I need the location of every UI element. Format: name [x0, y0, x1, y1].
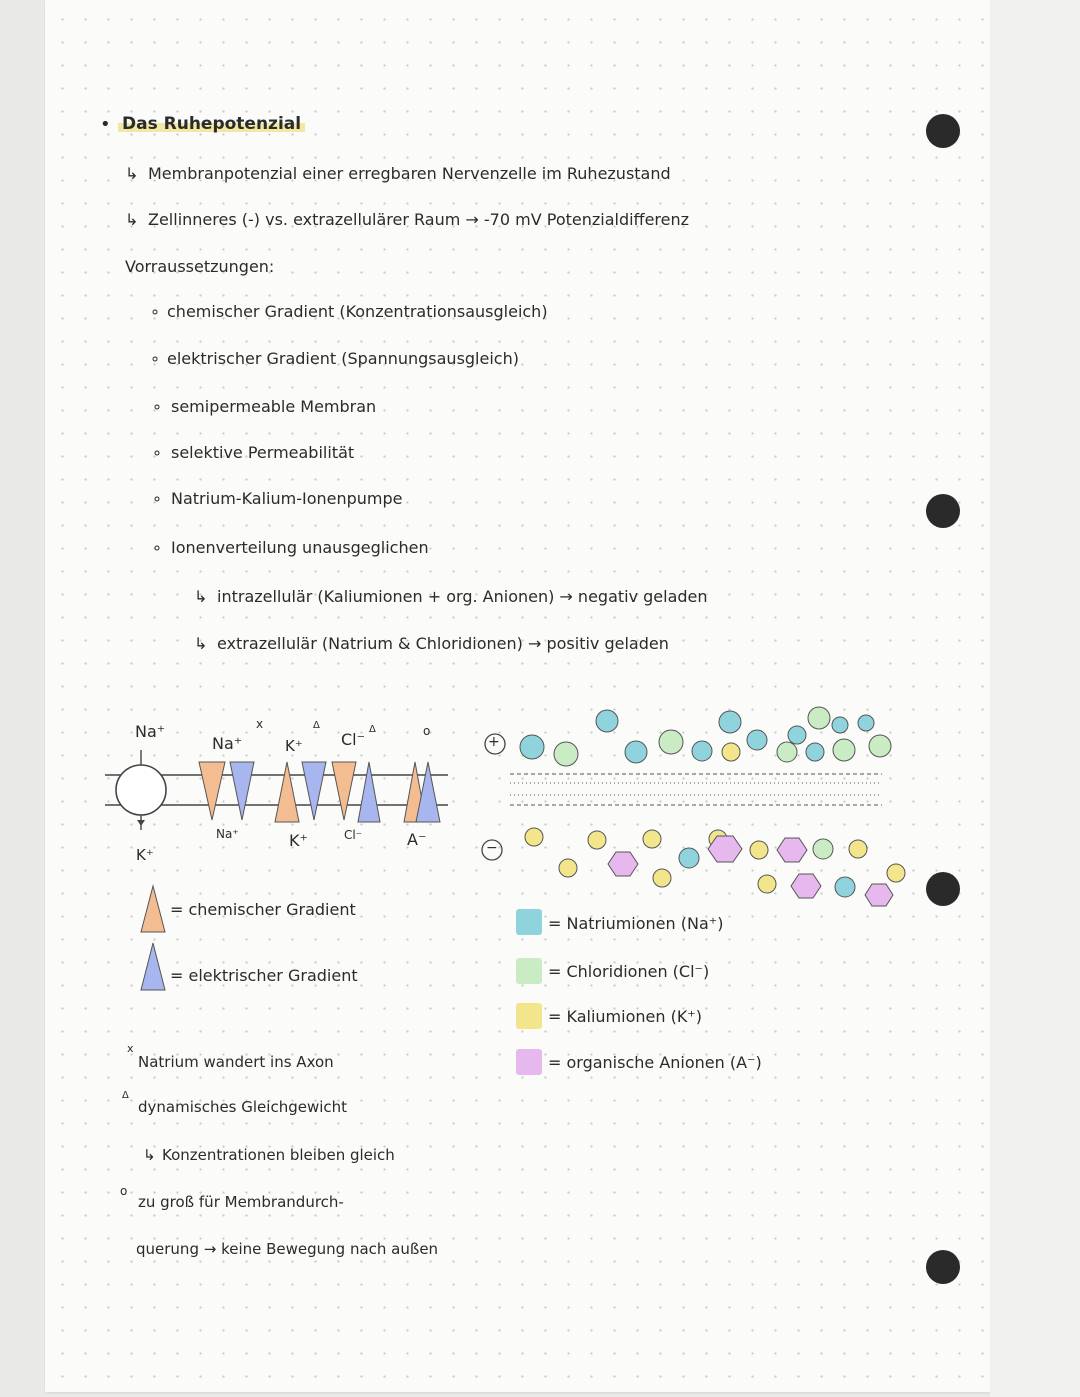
chloride-ion	[808, 707, 830, 729]
bullet-icon: ∘	[152, 397, 163, 416]
ion-label: K⁺	[285, 737, 303, 755]
sodium-ion	[835, 877, 855, 897]
circle-footnote-line1: zu groß für Membrandurch-	[138, 1193, 344, 1211]
sodium-ion	[747, 730, 767, 750]
sodium-ion	[596, 710, 618, 732]
electrical-legend-text: = elektrischer Gradient	[170, 966, 358, 985]
potassium-ion	[887, 864, 905, 882]
ion-label: Cl⁻	[344, 828, 363, 842]
star-footnote: Natrium wandert ins Axon	[138, 1053, 334, 1071]
chloride-legend-swatch	[516, 958, 542, 984]
extra-text: extrazellulär (Natrium & Chloridionen) → positiv geladen	[217, 634, 669, 653]
organic-anion	[777, 838, 807, 862]
arrow-icon: ↳	[143, 1146, 156, 1164]
potassium-ion	[722, 743, 740, 761]
chloride-ion	[777, 742, 797, 762]
bullet-icon: ∘	[152, 443, 163, 462]
prereq-item: Natrium-Kalium-Ionenpumpe	[171, 489, 403, 508]
ion-label: Cl⁻	[341, 730, 366, 749]
potassium-ion	[653, 869, 671, 887]
delta-footnote: dynamisches Gleichgewicht	[138, 1098, 348, 1116]
ion-label: A⁻	[407, 830, 427, 849]
potassium-ion	[559, 859, 577, 877]
prereq-item: semipermeable Membran	[171, 397, 377, 416]
circle-footnote-mark: o	[120, 1184, 128, 1198]
potassium-ion	[525, 828, 543, 846]
ion-label: K⁺	[289, 831, 308, 850]
prereq-item: elektrischer Gradient (Spannungsausgleich)	[167, 349, 519, 368]
sodium-ion	[788, 726, 806, 744]
potassium-legend-swatch	[516, 1003, 542, 1029]
sodium-ion	[858, 715, 874, 731]
mark-label: Δ	[369, 724, 376, 735]
delta-footnote-mark: Δ	[122, 1090, 129, 1101]
potassium-ion	[849, 840, 867, 858]
chloride-legend-text: = Chloridionen (Cl⁻)	[548, 962, 710, 981]
arrow-icon: ↳	[125, 164, 139, 183]
page-title: Das Ruhepotenzial	[118, 114, 305, 134]
chloride-ion	[869, 735, 891, 757]
bullet-icon: ∘	[150, 349, 161, 368]
mark-label: x	[256, 717, 264, 731]
mark-label: Δ	[313, 720, 320, 731]
ion-label: Na⁺	[216, 827, 239, 841]
sodium-ion	[520, 735, 544, 759]
minus-sign: −	[486, 840, 498, 856]
arrow-icon: ↳	[194, 587, 208, 606]
anion-legend-swatch	[516, 1049, 542, 1075]
circle-footnote-line2: querung → keine Bewegung nach außen	[136, 1240, 439, 1258]
star-footnote-mark: x	[127, 1042, 134, 1055]
intra-text: intrazellulär (Kaliumionen + org. Anionen) → negativ geladen	[217, 587, 708, 606]
potassium-legend-text: = Kaliumionen (K⁺)	[548, 1007, 702, 1026]
bullet-icon: ∘	[152, 538, 163, 557]
pump-label-bottom: K⁺	[136, 846, 154, 864]
ion-label: Na⁺	[212, 734, 243, 753]
organic-anion	[608, 852, 638, 876]
plus-sign: +	[488, 734, 500, 750]
potassium-ion	[643, 830, 661, 848]
chloride-ion	[833, 739, 855, 761]
organic-anion	[791, 874, 821, 898]
sodium-legend-text: = Natriumionen (Na⁺)	[548, 914, 724, 933]
chloride-ion	[554, 742, 578, 766]
potassium-ion	[588, 831, 606, 849]
comparison-text: Zellinneres (-) vs. extrazellulärer Raum → -70 mV Potenzialdifferenz	[148, 210, 690, 229]
bullet-icon: ∘	[152, 489, 163, 508]
organic-anion	[865, 884, 893, 906]
sodium-ion	[719, 711, 741, 733]
prereq-item: Ionenverteilung unausgeglichen	[171, 538, 429, 557]
potassium-ion	[758, 875, 776, 893]
chemical-legend-text: = chemischer Gradient	[170, 900, 356, 919]
prereq-item: selektive Permeabilität	[171, 443, 355, 462]
chloride-ion	[813, 839, 833, 859]
sodium-ion	[625, 741, 647, 763]
chloride-ion	[659, 730, 683, 754]
phospholipid-bilayer	[510, 774, 882, 805]
sodium-legend-swatch	[516, 909, 542, 935]
prereq-heading: Vorraussetzungen:	[125, 257, 275, 276]
bullet-icon: ∘	[150, 302, 161, 321]
anion-legend-text: = organische Anionen (A⁻)	[548, 1053, 762, 1072]
potassium-ion	[750, 841, 768, 859]
mark-label: o	[423, 724, 431, 738]
sodium-ion	[679, 848, 699, 868]
arrow-icon: ↳	[194, 634, 208, 653]
title-bullet: •	[100, 114, 111, 135]
arrow-icon: ↳	[125, 210, 139, 229]
definition-text: Membranpotenzial einer erregbaren Nervenzelle im Ruhezustand	[148, 164, 671, 183]
delta-footnote-sub: Konzentrationen bleiben gleich	[162, 1146, 395, 1164]
pump-label-top: Na⁺	[135, 722, 166, 741]
sodium-ion	[692, 741, 712, 761]
sodium-ion	[832, 717, 848, 733]
sodium-ion	[806, 743, 824, 761]
prereq-item: chemischer Gradient (Konzentrationsausgleich)	[167, 302, 548, 321]
